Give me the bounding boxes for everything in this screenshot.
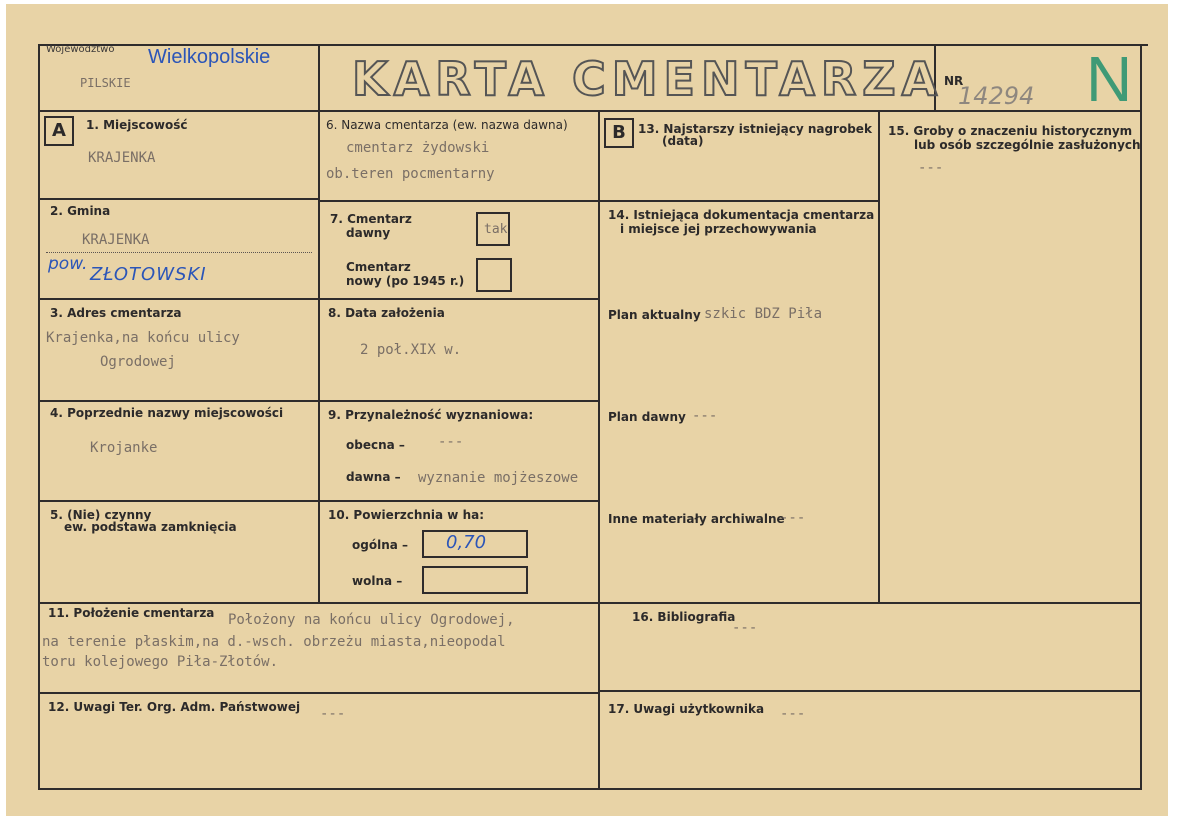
section-a-letter: A xyxy=(52,120,66,141)
f2-dotted-line xyxy=(46,252,312,253)
f7-label-2: dawny xyxy=(346,226,391,240)
f14-label-1: 14. Istniejąca dokumentacja cmentarza xyxy=(608,208,875,222)
f9-dawna-value: wyznanie mojżeszowe xyxy=(418,470,579,486)
header-bottom xyxy=(38,110,1142,112)
f10-wolna-label: wolna – xyxy=(352,574,403,588)
f12-label: 12. Uwagi Ter. Org. Adm. Państwowej xyxy=(48,700,301,714)
f12-value: --- xyxy=(320,706,346,722)
row-line-1-2 xyxy=(38,198,318,200)
row-line-16-17 xyxy=(598,690,1142,692)
f3-value-2: Ogrodowej xyxy=(100,354,176,370)
f7-nowy-label-1: Cmentarz xyxy=(346,260,411,274)
f7-label: 7. Cmentarz xyxy=(330,212,412,226)
f17-value: --- xyxy=(780,706,806,722)
frame-bottom xyxy=(38,788,1142,790)
f5-label-2: ew. podstawa zamknięcia xyxy=(64,520,237,534)
plan-aktualny-label: Plan aktualny xyxy=(608,308,701,322)
f10-ogolna-value: 0,70 xyxy=(446,532,487,553)
f9-obecna-label: obecna – xyxy=(346,438,405,452)
row-line-3-4 xyxy=(38,400,600,402)
f16-label: 16. Bibliografia xyxy=(632,610,736,624)
f11-label: 11. Położenie cmentarza xyxy=(48,606,215,620)
col-divider-b xyxy=(598,110,600,790)
row-line-4-5 xyxy=(38,500,600,502)
frame-right xyxy=(1140,44,1142,790)
header-divider-1 xyxy=(318,44,320,602)
f9-obecna-value: --- xyxy=(438,434,464,450)
section-a-marker xyxy=(44,116,74,146)
f1-label: 1. Miejscowość xyxy=(86,118,188,132)
f8-label: 8. Data założenia xyxy=(328,306,445,320)
row-line-6-7 xyxy=(318,200,600,202)
f10-label: 10. Powierzchnia w ha: xyxy=(328,508,485,522)
f4-label: 4. Poprzednie nazwy miejscowości xyxy=(50,406,284,420)
voivodeship-value: Wielkopolskie xyxy=(148,46,271,68)
plan-dawny-label: Plan dawny xyxy=(608,410,686,424)
col-divider-15 xyxy=(878,110,880,604)
f11-value-1: Położony na końcu ulicy Ogrodowej, xyxy=(228,612,515,628)
f11-value-3: toru kolejowego Piła-Złotów. xyxy=(42,654,279,670)
f13-label-1: 13. Najstarszy istniejący nagrobek xyxy=(638,122,872,136)
voivodeship-label: Województwo xyxy=(46,44,115,55)
f11-value-2: na terenie płaskim,na d.-wsch. obrzeżu miasta,nieopodal xyxy=(42,634,506,650)
nr-value: 14294 xyxy=(958,82,1035,110)
f5-label-1: 5. (Nie) czynny xyxy=(50,508,152,522)
f7-nowy-label-2: nowy (po 1945 r.) xyxy=(346,274,465,288)
f10-wolna-box xyxy=(422,566,528,594)
row-line-2-3 xyxy=(38,298,600,300)
f2-pow-value: ZŁOTOWSKI xyxy=(90,264,207,285)
f9-label: 9. Przynależność wyznaniowa: xyxy=(328,408,534,422)
frame-left xyxy=(38,44,40,790)
inne-materialy-label: Inne materiały archiwalne xyxy=(608,512,785,526)
category-mark: N xyxy=(1086,43,1133,115)
f14-label-2: i miejsce jej przechowywania xyxy=(620,222,817,236)
f2-pow-label: pow. xyxy=(48,254,88,274)
f15-label-2: lub osób szczególnie zasłużonych xyxy=(914,138,1141,152)
f3-value-1: Krajenka,na końcu ulicy xyxy=(46,330,240,346)
f6-label: 6. Nazwa cmentarza (ew. nazwa dawna) xyxy=(326,118,568,132)
f2-value: KRAJENKA xyxy=(82,232,150,248)
page-title: KARTA CMENTARZA xyxy=(352,52,944,106)
f8-value: 2 poł.XIX w. xyxy=(360,342,462,358)
f4-value: Krojanke xyxy=(90,440,158,456)
inne-materialy-value: --- xyxy=(780,510,806,526)
record-card xyxy=(6,4,1168,816)
row-line-13-14 xyxy=(598,200,880,202)
f13-label-2: (data) xyxy=(662,134,704,148)
f10-ogolna-label: ogólna – xyxy=(352,538,409,552)
f9-dawna-label: dawna – xyxy=(346,470,401,484)
voivodeship-old: PILSKIE xyxy=(80,76,131,90)
row-line-10-11 xyxy=(38,602,1142,604)
f6-value-1: cmentarz żydowski xyxy=(346,140,490,156)
f7-dawny-value: tak xyxy=(484,222,508,237)
plan-aktualny-value: szkic BDZ Piła xyxy=(704,306,823,322)
f17-label: 17. Uwagi użytkownika xyxy=(608,702,765,716)
f2-label: 2. Gmina xyxy=(50,204,111,218)
section-b-marker xyxy=(604,118,634,148)
section-b-letter: B xyxy=(612,122,626,143)
f1-value: KRAJENKA xyxy=(88,150,156,166)
plan-dawny-value: --- xyxy=(692,408,718,424)
f15-label-1: 15. Groby o znaczeniu historycznym xyxy=(888,124,1133,138)
nr-label: NR xyxy=(944,74,964,88)
f15-value: --- xyxy=(918,160,944,176)
row-line-11-12 xyxy=(38,692,600,694)
f3-label: 3. Adres cmentarza xyxy=(50,306,182,320)
f7-nowy-box xyxy=(476,258,512,292)
f16-value: --- xyxy=(732,620,758,636)
f6-value-2: ob.teren pocmentarny xyxy=(326,166,495,182)
